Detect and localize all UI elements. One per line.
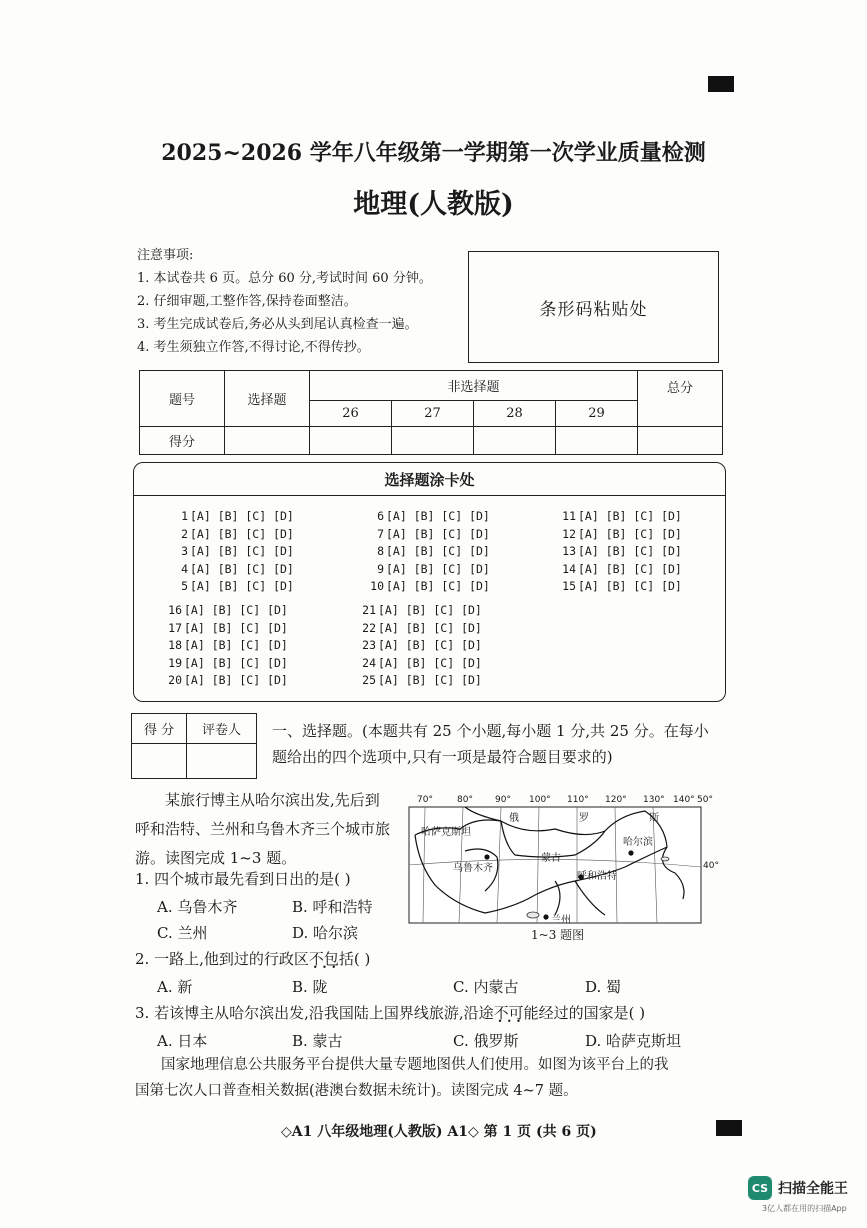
- score-cell[interactable]: [474, 427, 556, 455]
- answer-number: 15: [562, 579, 576, 594]
- longitude-label: 50°: [697, 795, 713, 805]
- section-heading-line: 题给出的四个选项中,只有一项是最符合题目要求的): [272, 748, 613, 766]
- latitude-label: 40°: [703, 861, 719, 871]
- question-3-paren: 经过的国家是( ): [538, 1004, 646, 1022]
- answer-number: 24: [362, 655, 376, 670]
- answer-options[interactable]: [A] [B] [C] [D]: [184, 603, 288, 617]
- answer-number: 10: [370, 579, 384, 594]
- section-heading: [272, 718, 732, 770]
- map-label-kazakhstan: 哈萨克斯坦: [421, 827, 471, 838]
- answer-options[interactable]: [A] [B] [C] [D]: [386, 509, 490, 523]
- answer-number: 8: [377, 544, 384, 559]
- answer-row[interactable]: [172, 527, 294, 541]
- answer-row[interactable]: [172, 544, 294, 558]
- question-number-label: 题号: [140, 371, 225, 427]
- answer-options[interactable]: [A] [B] [C] [D]: [184, 620, 288, 635]
- answer-row[interactable]: [166, 603, 288, 617]
- answer-options[interactable]: [A] [B] [C] [D]: [386, 544, 490, 559]
- question-number: 29: [556, 401, 638, 427]
- map-caption: 1~3 题图: [531, 928, 585, 942]
- scanner-slogan: 3亿人都在用的扫描App: [762, 1204, 847, 1213]
- score-cell[interactable]: [638, 427, 723, 455]
- barcode-area: [468, 251, 719, 363]
- answer-number: 3: [181, 544, 188, 559]
- answer-options[interactable]: [A] [B] [C] [D]: [184, 673, 288, 688]
- answer-number: 7: [377, 526, 384, 541]
- answer-row[interactable]: [172, 562, 294, 576]
- answer-card-title: 选择题涂卡处: [134, 463, 725, 496]
- answer-number: 1: [181, 509, 188, 523]
- answer-number: 22: [362, 620, 376, 635]
- answer-options[interactable]: [A] [B] [C] [D]: [386, 561, 490, 576]
- q3-option-b: B. 蒙古: [292, 1032, 343, 1050]
- answer-row[interactable]: [368, 579, 490, 593]
- answer-row[interactable]: [560, 509, 682, 523]
- answer-number: 20: [168, 673, 182, 688]
- answer-number: 12: [562, 526, 576, 541]
- longitude-label: 70°: [417, 795, 433, 805]
- answer-number: 18: [168, 638, 182, 653]
- longitude-label: 110°: [567, 795, 589, 805]
- passage-2: [135, 1052, 735, 1104]
- q3-option-a: A. 日本: [157, 1032, 208, 1050]
- map-label-urumqi: 乌鲁木齐: [453, 863, 493, 874]
- question-3: [135, 1002, 645, 1023]
- answer-options[interactable]: [A] [B] [C] [D]: [378, 673, 482, 688]
- notice-heading: 注意事项:: [137, 248, 194, 263]
- section-heading-line: 一、选择题。(本题共有 25 个小题,每小题 1 分,共 25 分。在每小: [272, 722, 709, 740]
- grader-name-label: 评卷人: [187, 714, 257, 744]
- barcode-label: 条形码粘贴处: [539, 299, 648, 320]
- q2-option-c: C. 内蒙古: [453, 978, 519, 996]
- answer-options[interactable]: [A] [B] [C] [D]: [578, 509, 682, 523]
- answer-options[interactable]: [A] [B] [C] [D]: [184, 655, 288, 670]
- answer-row[interactable]: [166, 673, 288, 687]
- longitude-label: 140°: [673, 795, 695, 805]
- q2-option-d: D. 蜀: [585, 978, 622, 996]
- answer-options[interactable]: [A] [B] [C] [D]: [386, 579, 490, 594]
- passage-line: 国第七次人口普查相关数据(港澳台数据未统计)。读图完成 4~7 题。: [135, 1083, 578, 1099]
- passage-line: 呼和浩特、兰州和乌鲁木齐三个城市旅: [135, 820, 391, 838]
- answer-number: 13: [562, 544, 576, 559]
- answer-options[interactable]: [A] [B] [C] [D]: [378, 603, 482, 617]
- q3-option-c: C. 俄罗斯: [453, 1032, 519, 1050]
- q1-option-c: C. 兰州: [157, 924, 208, 942]
- map-label-russia: 罗: [579, 813, 589, 824]
- map-label-russia: 俄: [509, 813, 519, 824]
- scanner-watermark: [748, 1176, 848, 1200]
- map-place-labels: [405, 795, 725, 945]
- answer-number: 4: [181, 561, 188, 576]
- answer-row[interactable]: [560, 544, 682, 558]
- grader-table: [131, 713, 257, 779]
- score-table: [139, 370, 723, 455]
- answer-options[interactable]: [A] [B] [C] [D]: [578, 544, 682, 559]
- answer-number: 16: [168, 603, 182, 617]
- answer-options[interactable]: [A] [B] [C] [D]: [190, 561, 294, 576]
- answer-number: 25: [362, 673, 376, 688]
- map-label-hohhot: 呼和浩特: [577, 871, 617, 882]
- answer-number: 21: [362, 603, 376, 617]
- answer-options[interactable]: [A] [B] [C] [D]: [378, 655, 482, 670]
- answer-row[interactable]: [368, 509, 490, 523]
- score-cell[interactable]: [310, 427, 392, 455]
- question-1: 1. 四个城市最先看到日出的是( ): [135, 870, 351, 888]
- passage-1: [135, 786, 405, 873]
- scanner-logo: CS: [748, 1176, 772, 1200]
- score-cell[interactable]: [556, 427, 638, 455]
- answer-row[interactable]: [368, 544, 490, 558]
- q1-option-b: B. 呼和浩特: [292, 898, 373, 916]
- notice-item: 2. 仔细审题,工整作答,保持卷面整洁。: [137, 294, 357, 309]
- grader-score-label: 得 分: [132, 714, 187, 744]
- question-number: 26: [310, 401, 392, 427]
- answer-row[interactable]: [360, 603, 482, 617]
- passage-line: 国家地理信息公共服务平台提供大量专题地图供人们使用。如图为该平台上的我: [161, 1057, 669, 1073]
- answer-number: 9: [377, 561, 384, 576]
- answer-options[interactable]: [A] [B] [C] [D]: [190, 579, 294, 594]
- q2-option-b: B. 陇: [292, 978, 328, 996]
- answer-row[interactable]: [166, 656, 288, 670]
- map-label-harbin: 哈尔滨: [623, 837, 653, 848]
- answer-row[interactable]: [166, 638, 288, 652]
- notice-item: 4. 考生须独立作答,不得讨论,不得传抄。: [137, 340, 370, 355]
- grader-score-cell[interactable]: [132, 744, 187, 779]
- answer-options[interactable]: [A] [B] [C] [D]: [578, 526, 682, 541]
- question-3-stem: 3. 若该博主从哈尔滨出发,沿我国陆上国界线旅游,沿途: [135, 1004, 494, 1022]
- grader-name-cell[interactable]: [187, 744, 257, 779]
- registration-mark-bottom: [716, 1120, 742, 1136]
- longitude-label: 130°: [643, 795, 665, 805]
- answer-options[interactable]: [A] [B] [C] [D]: [378, 638, 482, 653]
- answer-options[interactable]: [A] [B] [C] [D]: [184, 638, 288, 653]
- non-choice-header: 非选择题: [310, 371, 638, 401]
- q1-option-a: A. 乌鲁木齐: [157, 898, 238, 916]
- passage-line: 某旅行博主从哈尔滨出发,先后到: [165, 791, 380, 809]
- answer-options[interactable]: [A] [B] [C] [D]: [578, 579, 682, 594]
- notice-block: [137, 244, 457, 359]
- answer-options[interactable]: [A] [B] [C] [D]: [190, 509, 294, 523]
- answer-row[interactable]: [360, 656, 482, 670]
- longitude-label: 80°: [457, 795, 473, 805]
- longitude-label: 100°: [529, 795, 551, 805]
- answer-number: 19: [168, 655, 182, 670]
- answer-row[interactable]: [360, 621, 482, 635]
- answer-number: 11: [562, 509, 576, 523]
- registration-mark-top: [708, 76, 734, 92]
- answer-row[interactable]: [560, 562, 682, 576]
- answer-row[interactable]: [360, 638, 482, 652]
- route-map: [405, 795, 725, 945]
- longitude-label: 90°: [495, 795, 511, 805]
- subject-title: 地理(人教版): [353, 189, 514, 220]
- question-2: [135, 948, 370, 969]
- map-label-lanzhou: 兰州: [551, 915, 571, 926]
- map-label-russia: 斯: [649, 813, 659, 824]
- score-cell[interactable]: [392, 427, 474, 455]
- answer-number: 23: [362, 638, 376, 653]
- question-2-emphasis: 不包括 • • •: [309, 950, 354, 968]
- answer-row[interactable]: [166, 621, 288, 635]
- question-2-paren: ( ): [353, 950, 371, 968]
- answer-row[interactable]: [368, 562, 490, 576]
- answer-row[interactable]: [560, 527, 682, 541]
- answer-row[interactable]: [172, 579, 294, 593]
- answer-options[interactable]: [A] [B] [C] [D]: [190, 526, 294, 541]
- q3-option-d: D. 哈萨克斯坦: [585, 1032, 682, 1050]
- q1-option-d: D. 哈尔滨: [292, 924, 359, 942]
- answer-number: 17: [168, 620, 182, 635]
- answer-number: 5: [181, 579, 188, 594]
- answer-row[interactable]: [360, 673, 482, 687]
- notice-item: 1. 本试卷共 6 页。总分 60 分,考试时间 60 分钟。: [137, 271, 432, 286]
- answer-options[interactable]: [A] [B] [C] [D]: [578, 561, 682, 576]
- question-2-stem: 2. 一路上,他到过的行政区: [135, 950, 309, 968]
- q2-option-a: A. 新: [157, 978, 193, 996]
- question-number: 27: [392, 401, 474, 427]
- scanner-name: 扫描全能王: [778, 1181, 848, 1197]
- answer-options[interactable]: [A] [B] [C] [D]: [190, 544, 294, 559]
- map-label-mongolia: 蒙古: [541, 853, 561, 864]
- total-header: 总分: [638, 371, 723, 427]
- scanner-text: [778, 1178, 848, 1198]
- answer-row[interactable]: [172, 509, 294, 523]
- answer-options[interactable]: [A] [B] [C] [D]: [386, 526, 490, 541]
- answer-number: 2: [181, 526, 188, 541]
- answer-number: 14: [562, 561, 576, 576]
- page-footer: ◇A1 八年级地理(人教版) A1◇ 第 1 页 (共 6 页): [281, 1124, 597, 1140]
- answer-options[interactable]: [A] [B] [C] [D]: [378, 620, 482, 635]
- score-cell[interactable]: [225, 427, 310, 455]
- answer-row[interactable]: [368, 527, 490, 541]
- notice-item: 3. 考生完成试卷后,务必从头到尾认真检查一遍。: [137, 317, 418, 332]
- score-row-label: 得分: [140, 427, 225, 455]
- passage-line: 游。读图完成 1~3 题。: [135, 849, 297, 867]
- exam-title: 2025~2026 学年八年级第一学期第一次学业质量检测: [161, 140, 706, 166]
- question-3-emphasis: 不可能 • • •: [494, 1004, 539, 1022]
- answer-row[interactable]: [560, 579, 682, 593]
- question-number: 28: [474, 401, 556, 427]
- longitude-label: 120°: [605, 795, 627, 805]
- answer-number: 6: [377, 509, 384, 523]
- choice-header: 选择题: [225, 371, 310, 427]
